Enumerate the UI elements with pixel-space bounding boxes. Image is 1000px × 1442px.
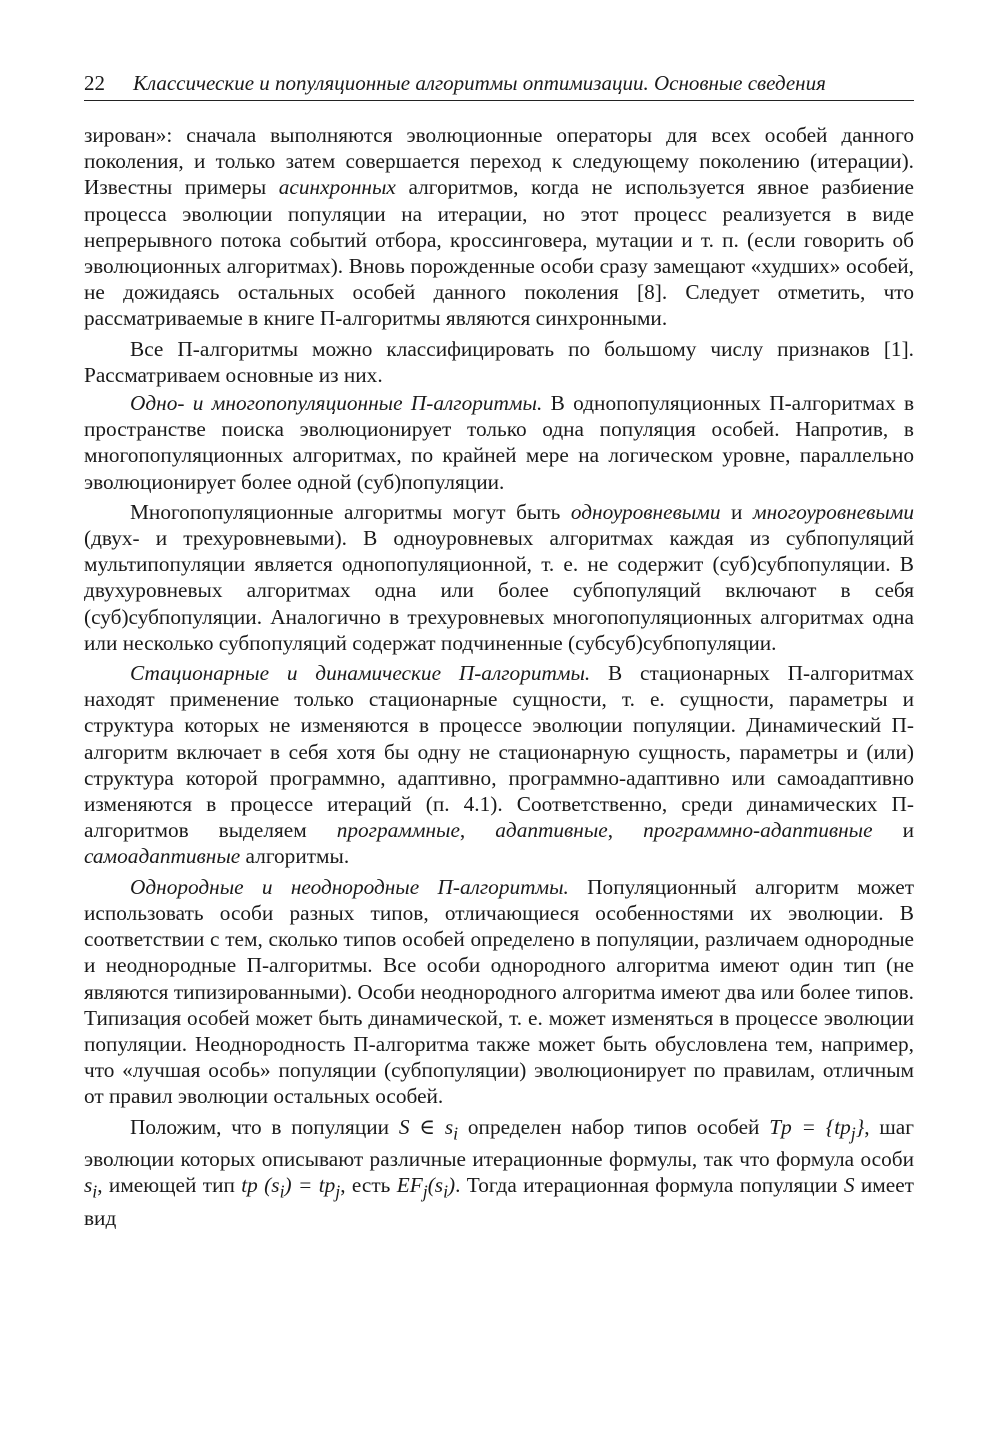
paragraph-3 bbox=[84, 390, 914, 495]
text: , имеющей тип bbox=[97, 1173, 242, 1198]
math-inline bbox=[398, 1114, 459, 1143]
math-subscript: i bbox=[92, 1181, 98, 1202]
text: зирован»: сначала выполняются эволюционные операторы для всех особей данного поколения, и только затем совершается переход к следующему поколению (итерации). Известны примеры bbox=[84, 123, 914, 200]
emphasis: программно-адаптивные bbox=[643, 818, 873, 843]
math-inline bbox=[241, 1173, 341, 1202]
math-subscript: i bbox=[443, 1181, 449, 1202]
text: имеет вид bbox=[84, 1173, 914, 1230]
paragraph-6 bbox=[84, 874, 914, 1110]
emphasis: асинхронных bbox=[278, 175, 396, 200]
math-subscript: j bbox=[422, 1181, 428, 1202]
math-text: (s bbox=[427, 1173, 444, 1198]
running-title: Классические и популяционные алгоритмы оптимизации. Основные сведения bbox=[133, 71, 826, 95]
section-heading-inline: Одно- и многопопуляционные П-алгоритмы. bbox=[130, 391, 543, 416]
math-subscript: i bbox=[279, 1181, 285, 1202]
paragraph-4 bbox=[84, 499, 914, 656]
emphasis: самоадаптивные bbox=[84, 844, 241, 869]
text: и bbox=[872, 818, 914, 843]
text: Многопопуляционные алгоритмы могут быть bbox=[130, 499, 571, 524]
math-inline bbox=[396, 1173, 456, 1202]
text: алгоритмов, когда не используется явное разбиение процесса эволюции популяции на итерации, но этот процесс реализуется в виде непрерывного потока событий отбора, кроссинговера, мутации и т. п. (если говорить об эволюционных алгоритмах). Вновь порожденные особи сразу замещают «худших» особей, не дожидаясь остальных особей данного поколения [8]. Следует отметить, что рассматриваемые в книге П-алгоритмы являются синхронными. bbox=[84, 175, 914, 331]
page-body bbox=[84, 122, 914, 1231]
math-text: tp (s bbox=[241, 1173, 280, 1198]
text: , bbox=[607, 818, 644, 843]
math-text: } bbox=[855, 1114, 865, 1139]
emphasis: одноуровневыми bbox=[570, 499, 721, 524]
text: алгоритмы. bbox=[240, 844, 350, 869]
text: (двух- и трехуровневыми). В одноуровневых алгоритмах каждая из субпопуляций мультипопуляции является однопопуляционной, т. е. не содержит (суб)субпопуляции. В двухуровневых алгоритмах одна или более субпопуляций включают в себя (суб)субпопуляции. Аналогично в трехуровневых многопопуляционных алгоритмах одна или несколько субпопуляций содержат подчиненные (субсуб)субпопуляции. bbox=[84, 526, 914, 655]
paragraph-2 bbox=[84, 336, 914, 388]
emphasis: программные bbox=[336, 818, 460, 843]
math-text: ) bbox=[448, 1173, 456, 1198]
math-subscript: j bbox=[335, 1181, 341, 1202]
text: В однопопуляционных П-алгоритмах в пространстве поиска эволюционирует только одна популяция особей. Напротив, в многопопуляционных алгоритмах, по крайней мере на логическом уровне, параллельно эволюционирует более одной (суб)популяции. bbox=[84, 391, 914, 494]
math-inline: S bbox=[843, 1173, 855, 1198]
text: , шаг эволюции которых описывают различные итерационные формулы, так что формула особи bbox=[84, 1114, 914, 1171]
math-text: Tp = {tp bbox=[769, 1114, 851, 1139]
text: определен набор типов особей bbox=[458, 1114, 770, 1139]
math-subscript: i bbox=[453, 1122, 459, 1143]
math-inline bbox=[84, 1173, 98, 1202]
text: , bbox=[459, 818, 496, 843]
text: . Тогда итерационная формула популяции bbox=[455, 1173, 844, 1198]
text: Положим, что в популяции bbox=[130, 1114, 399, 1139]
text: В стационарных П-алгоритмах находят применение только стационарные сущности, т. е. сущности, параметры и структура которых не изменяются в процессе эволюции популяции. Динамический П-алгоритм включает в себя хотя бы одну не стационарную сущность, параметры и (или) структура которой программно, адаптивно, программно-адаптивно или самоадаптивно изменяются в процессе итераций (п. 4.1). Соответственно, среди динамических П-алгоритмов выделяем bbox=[84, 661, 914, 843]
math-text: S ∈ s bbox=[398, 1114, 454, 1139]
page-number: 22 bbox=[84, 71, 105, 95]
text: Все П-алгоритмы можно классифицировать по большому числу признаков [1]. Рассматриваем основные из них. bbox=[84, 336, 914, 387]
math-inline bbox=[769, 1114, 865, 1143]
emphasis: многоуровневыми bbox=[753, 499, 914, 524]
math-text: ) = tp bbox=[284, 1173, 336, 1198]
running-header bbox=[84, 70, 914, 101]
math-subscript: j bbox=[850, 1122, 856, 1143]
paragraph-1 bbox=[84, 122, 914, 332]
text: и bbox=[720, 499, 754, 524]
section-heading-inline: Стационарные и динамические П-алгоритмы. bbox=[130, 661, 591, 686]
math-text: s bbox=[84, 1173, 93, 1198]
paragraph-7 bbox=[84, 1114, 914, 1231]
text: , есть bbox=[340, 1173, 397, 1198]
emphasis: адаптивные bbox=[495, 818, 608, 843]
section-heading-inline: Однородные и неоднородные П-алгоритмы. bbox=[130, 874, 569, 899]
paragraph-5 bbox=[84, 660, 914, 870]
text: Популяционный алгоритм может использовать особи разных типов, отличающиеся особенностями их эволюции. В соответствии с тем, сколько типов особей определено в популяции, различаем однородные и неоднородные П-алгоритмы. Все особи однородного алгоритма имеют один тип (не являются типизированными). Особи неоднородного алгоритма имеют два или более типов. Типизация особей может быть динамической, т. е. может изменяться в процессе эволюции популяции. Неоднородность П-алгоритма также может быть обусловлена тем, например, что «лучшая особь» популяции (субпопуляции) эволюционирует по правилам, отличным от правил эволюции остальных особей. bbox=[84, 874, 915, 1109]
math-text: EF bbox=[396, 1173, 423, 1198]
